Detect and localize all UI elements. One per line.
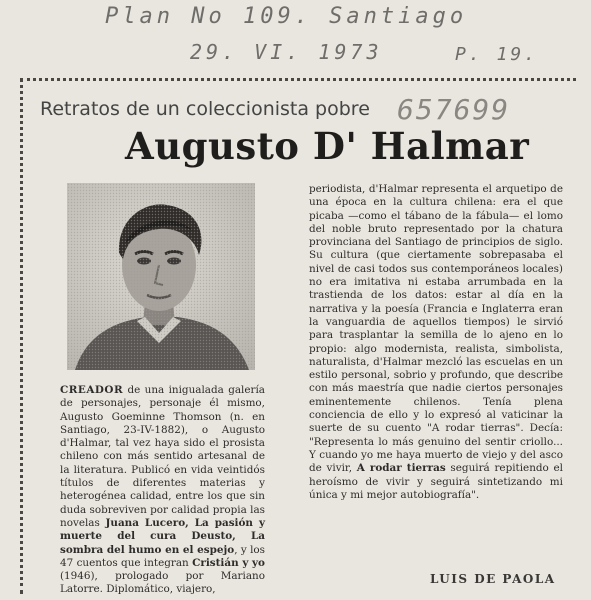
portrait-photo (67, 183, 255, 370)
article-text-run: periodista, d'Halmar representa el arquetipo de una época en la cultura chilena: era el que picaba —como el tábano de la fábula— el lomo del noble bruto representado por la chatura provinciana del Santiago de principios de siglo. Su cultura (que ciertamente sobrepasaba el nivel de casi todos sus contemporáneos locales) no era imitativa ni estaba arrumbada en la trastienda de los datos: estar al día en la narrativa y la poesía (Francia e Inglaterra eran la vanguardia de aquellos tiempos) le sirvió para trasplantar la semilla de lo ajeno en lo propio: algo modernista, realista, simbolista, naturalista, d'Halmar mezcló las escuelas en un estilo personal, sobrio y profundo, que describe con más maestría que nadie ciertos personajes eminentemente chilenos. Tenía plena conciencia de ello y lo expresó al vaticinar la suerte de su cuento (309, 183, 563, 435)
article-text-run: seguirá repitiendo el heroísmo de vivir y seguirá sintetizando mi única y mi mejor autobiografía". (309, 462, 564, 501)
portrait-image (67, 183, 255, 370)
article-headline: Augusto D' Halmar (125, 124, 530, 168)
work-title: A rodar tierras (356, 462, 446, 475)
work-title-quoted: "A rodar tierras" (427, 422, 521, 435)
handwritten-date-note: 29. VI. 1973 (190, 40, 383, 64)
article-byline: LUIS DE PAOLA (430, 572, 556, 586)
article-column-right (309, 183, 563, 502)
article-text-run: de una inigualada galería de personajes, personaje él mismo, Augusto Goeminne Thomson (n. en Santiago, 23-IV-1882), o Augusto d'Halmar, tal vez haya sido el prosista chileno con más sentido artesanal de la literatura. Publicó en vida veintidós títulos de diferentes materias y heterogénea calidad, entre los que sin duda sobreviven por calidad propia las novelas (60, 384, 265, 529)
lead-word: CREADOR (60, 384, 124, 396)
handwritten-source-note: Plan No 109. Santiago (105, 4, 468, 29)
handwritten-catalog-number: 657699 (397, 93, 511, 126)
article-text-run: . Decía: "Representa lo más genuino del sentir criollo... Y cuando yo me haya muerto de viejo y del asco de vivir, (309, 422, 563, 475)
article-kicker: Retratos de un coleccionista pobre (40, 98, 370, 120)
handwritten-page-note: P. 19. (455, 44, 539, 65)
article-column-left (60, 384, 265, 597)
work-title: Cristián y yo (192, 556, 265, 569)
work-title: Juana Lucero, La pasión y muerte del cura Deusto, La sombra del humo en el espejo (60, 516, 265, 556)
article-text-run: , y los 47 cuentos que integran (60, 543, 265, 569)
article-text-run: (1946), prologado por Mariano Latorre. Diplomático, viajero, (60, 570, 265, 596)
